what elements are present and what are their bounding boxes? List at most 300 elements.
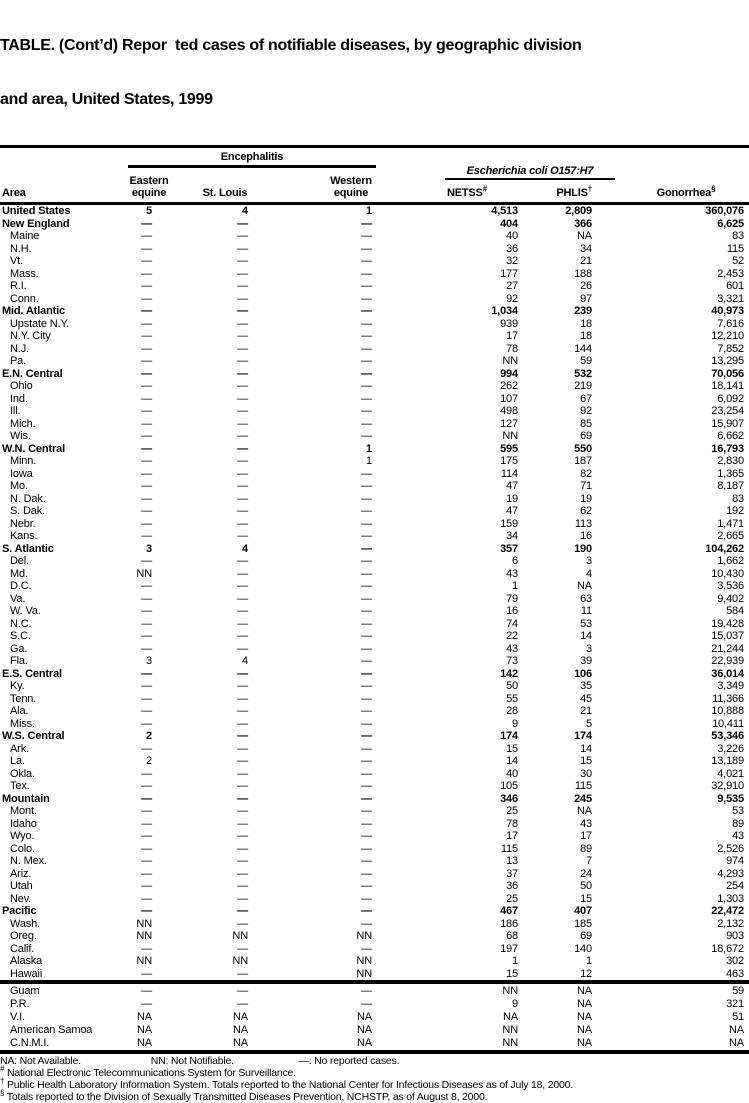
value-cell: — [237, 867, 248, 880]
value-cell: — [361, 692, 372, 705]
value-cell: — [237, 780, 248, 792]
value-cell: 19 [506, 492, 518, 505]
value-cell: — [141, 330, 152, 342]
value-cell: 498 [500, 405, 518, 417]
value-cell: 360,076 [705, 205, 744, 217]
value-cell: 6,625 [717, 217, 744, 230]
value-cell: — [141, 530, 152, 542]
table-row [0, 380, 749, 393]
legend-na: NA: Not Available. [0, 1055, 81, 1067]
area-cell: Okla. [10, 767, 35, 780]
table-row [0, 480, 749, 493]
value-cell: — [361, 855, 372, 867]
area-cell: Mo. [10, 480, 28, 492]
value-cell: — [237, 267, 248, 280]
value-cell: 9,402 [717, 592, 744, 605]
value-cell: 34 [580, 242, 592, 255]
value-cell: 190 [574, 542, 592, 555]
area-cell: Mich. [10, 417, 36, 430]
column-header-st-louis: St. Louis [202, 187, 248, 199]
value-cell: — [361, 867, 372, 880]
value-cell: 3,349 [717, 680, 744, 692]
area-cell: Ga. [10, 642, 28, 655]
value-cell: 1 [512, 955, 518, 967]
value-cell: 3 [146, 655, 152, 667]
table-row [0, 930, 749, 943]
value-cell: — [237, 280, 248, 292]
value-cell: — [237, 630, 248, 642]
value-cell: — [237, 455, 248, 467]
value-cell: — [141, 255, 152, 267]
value-cell: — [141, 442, 152, 455]
territories-table [0, 985, 749, 1050]
value-cell: 47 [506, 505, 518, 517]
table-row [0, 518, 749, 531]
area-cell: Fla. [10, 655, 28, 667]
value-cell: 9 [512, 998, 518, 1010]
value-cell: 5 [146, 205, 152, 217]
area-cell: Minn. [10, 455, 37, 467]
value-cell: 174 [574, 730, 592, 742]
area-cell: S.C. [10, 630, 31, 642]
value-cell: 53 [732, 805, 744, 817]
value-cell: 53 [580, 617, 592, 630]
value-cell: — [361, 642, 372, 655]
value-cell: 321 [726, 998, 744, 1010]
value-cell: — [141, 280, 152, 292]
value-cell: 82 [580, 467, 592, 480]
value-cell: — [361, 330, 372, 342]
table-row [0, 1037, 749, 1050]
value-cell: — [361, 430, 372, 442]
value-cell: — [141, 998, 152, 1010]
value-cell: NA [357, 1037, 372, 1049]
value-cell: — [361, 630, 372, 642]
value-cell: — [237, 817, 248, 830]
value-cell: 467 [500, 905, 518, 917]
value-cell: — [237, 667, 248, 680]
value-cell: — [141, 780, 152, 792]
value-cell: — [141, 817, 152, 830]
value-cell: 187 [574, 455, 592, 467]
area-cell: Ky. [10, 680, 25, 692]
value-cell: 22,472 [711, 905, 744, 917]
value-cell: 14 [506, 755, 518, 767]
value-cell: — [237, 880, 248, 892]
value-cell: 4 [242, 205, 248, 217]
value-cell: 13 [506, 855, 518, 867]
table-header [0, 148, 749, 202]
value-cell: — [237, 842, 248, 855]
footnote-text: National Electronic Telecommunications System for Surveillance. [6, 1067, 296, 1079]
column-header-gonorrhea [650, 184, 722, 199]
main-table-body [0, 205, 749, 980]
value-cell: — [141, 842, 152, 855]
table-row [0, 430, 749, 443]
value-cell: 18,141 [711, 380, 744, 392]
table-title-line2: and area, United States, 1999 [0, 91, 213, 108]
value-cell: 15 [580, 755, 592, 767]
value-cell: NA [233, 1037, 248, 1049]
value-cell: 15 [506, 742, 518, 755]
value-cell: 34 [506, 530, 518, 542]
value-cell: — [361, 767, 372, 780]
value-cell: 159 [500, 517, 518, 530]
value-cell: 404 [500, 217, 518, 230]
area-cell: Ark. [10, 742, 29, 755]
value-cell: 550 [574, 442, 592, 455]
value-cell: — [141, 642, 152, 655]
area-cell: V.I. [10, 1011, 25, 1023]
area-cell: E.S. Central [2, 667, 62, 680]
value-cell: — [237, 392, 248, 405]
value-cell: NA [577, 580, 592, 592]
value-cell: — [237, 380, 248, 392]
footnote-symbol: § [0, 1088, 5, 1098]
value-cell: — [237, 255, 248, 267]
value-cell: 23,254 [711, 405, 744, 417]
value-cell: — [141, 555, 152, 567]
footnote-symbol: # [0, 1064, 5, 1074]
value-cell: 186 [500, 917, 518, 930]
value-cell: — [141, 230, 152, 242]
value-cell: 239 [574, 305, 592, 317]
column-header-eastern-line2: equine [131, 187, 167, 199]
area-cell: Mass. [10, 267, 39, 280]
value-cell: 3 [146, 542, 152, 555]
value-cell: — [141, 455, 152, 467]
value-cell: — [141, 855, 152, 867]
value-cell: 601 [726, 280, 744, 292]
area-cell: W.S. Central [2, 730, 65, 742]
phlis-footnote-marker: † [587, 184, 592, 194]
area-cell: Conn. [10, 292, 39, 305]
value-cell: 43 [732, 830, 744, 842]
value-cell: 6,092 [717, 392, 744, 405]
value-cell: 1,471 [717, 517, 744, 530]
area-cell: Pacific [2, 905, 37, 917]
value-cell: 36 [506, 242, 518, 255]
value-cell: — [141, 617, 152, 630]
column-header-western-line2: equine [333, 187, 369, 199]
table-row [0, 768, 749, 781]
area-cell: Nev. [10, 892, 32, 905]
value-cell: 17 [506, 830, 518, 842]
value-cell: 127 [500, 417, 518, 430]
value-cell: NN [232, 955, 248, 967]
table-row [0, 818, 749, 831]
value-cell: 140 [574, 942, 592, 955]
value-cell: 43 [506, 567, 518, 580]
value-cell: NA [729, 1037, 744, 1049]
table-row [0, 880, 749, 893]
value-cell: — [361, 705, 372, 717]
value-cell: — [237, 705, 248, 717]
main-table [0, 205, 749, 980]
value-cell: — [237, 942, 248, 955]
value-cell: — [361, 667, 372, 680]
area-cell: Miss. [10, 717, 35, 730]
value-cell: — [141, 830, 152, 842]
value-cell: 12 [580, 967, 592, 980]
value-cell: — [237, 442, 248, 455]
area-cell: S. Atlantic [2, 542, 54, 555]
value-cell: 1 [586, 955, 592, 967]
value-cell: 463 [726, 967, 744, 980]
column-header-eastern-equine [116, 175, 182, 199]
value-cell: — [237, 492, 248, 505]
value-cell: NA [577, 1011, 592, 1023]
value-cell: — [361, 267, 372, 280]
gonorrhea-footnote-marker: § [711, 184, 716, 194]
value-cell: — [361, 942, 372, 955]
value-cell: — [237, 367, 248, 380]
table-row [0, 968, 749, 981]
value-cell: — [361, 985, 372, 997]
value-cell: 83 [732, 230, 744, 242]
table-row [0, 805, 749, 818]
table-row [0, 280, 749, 293]
value-cell: 185 [574, 917, 592, 930]
value-cell: 97 [580, 292, 592, 305]
value-cell: 22 [506, 630, 518, 642]
table-row [0, 1011, 749, 1024]
area-cell: Wyo. [10, 830, 35, 842]
value-cell: — [237, 517, 248, 530]
value-cell: 106 [574, 667, 592, 680]
value-cell: NA [577, 805, 592, 817]
table-row [0, 505, 749, 518]
value-cell: — [141, 805, 152, 817]
area-cell: Va. [10, 592, 26, 605]
value-cell: — [141, 742, 152, 755]
table-row [0, 368, 749, 381]
value-cell: — [141, 692, 152, 705]
value-cell: 107 [500, 392, 518, 405]
area-cell: Kans. [10, 530, 38, 542]
value-cell: NN [232, 930, 248, 942]
value-cell: 104,262 [705, 542, 744, 555]
value-cell: 89 [732, 817, 744, 830]
value-cell: 3 [586, 555, 592, 567]
value-cell: NA [577, 998, 592, 1010]
value-cell: NA [137, 1024, 152, 1036]
netss-footnote-marker: # [482, 184, 487, 194]
value-cell: 73 [506, 655, 518, 667]
value-cell: — [237, 242, 248, 255]
value-cell: — [361, 530, 372, 542]
gonorrhea-label: Gonorrhea [656, 187, 712, 199]
value-cell: 22,939 [711, 655, 744, 667]
value-cell: 15 [580, 892, 592, 905]
table-row [0, 605, 749, 618]
footnote-text: Public Health Laboratory Information System. Totals reported to the National Center for Infectious Diseases as of July 18, 2000. [6, 1079, 573, 1091]
value-cell: 16 [506, 605, 518, 617]
value-cell: — [361, 230, 372, 242]
value-cell: 40 [506, 230, 518, 242]
value-cell: — [361, 905, 372, 917]
value-cell: 1 [512, 580, 518, 592]
value-cell: — [237, 317, 248, 330]
value-cell: — [237, 580, 248, 592]
value-cell: 19 [580, 492, 592, 505]
value-cell: 4 [586, 567, 592, 580]
value-cell: 366 [574, 217, 592, 230]
value-cell: — [237, 355, 248, 367]
table-row [0, 780, 749, 793]
value-cell: — [141, 242, 152, 255]
value-cell: — [237, 480, 248, 492]
column-header-phlis [530, 184, 592, 199]
value-cell: — [237, 692, 248, 705]
area-cell: W. Va. [10, 605, 41, 617]
value-cell: — [237, 555, 248, 567]
value-cell: — [361, 892, 372, 905]
value-cell: — [361, 717, 372, 730]
value-cell: 1 [366, 455, 372, 467]
value-cell: — [237, 830, 248, 842]
value-cell: — [237, 717, 248, 730]
value-cell: — [237, 917, 248, 930]
area-cell: La. [10, 755, 25, 767]
value-cell: 1 [366, 442, 372, 455]
column-header-netss [447, 184, 487, 199]
area-cell: N.J. [10, 342, 29, 355]
value-cell: — [361, 317, 372, 330]
value-cell: 47 [506, 480, 518, 492]
table-row [0, 643, 749, 656]
value-cell: — [141, 480, 152, 492]
value-cell: — [141, 367, 152, 380]
value-cell: 24 [580, 867, 592, 880]
value-cell: — [361, 480, 372, 492]
value-cell: 115 [500, 842, 518, 855]
table-row [0, 293, 749, 306]
area-cell: Upstate N.Y. [10, 317, 70, 330]
value-cell: 78 [506, 342, 518, 355]
value-cell: 974 [726, 855, 744, 867]
value-cell: — [361, 542, 372, 555]
value-cell: — [141, 667, 152, 680]
area-cell: Tenn. [10, 692, 37, 705]
value-cell: NA [577, 1037, 592, 1049]
value-cell: 35 [580, 680, 592, 692]
column-header-area: Area [2, 187, 26, 199]
table-row [0, 443, 749, 456]
value-cell: — [361, 242, 372, 255]
value-cell: — [141, 492, 152, 505]
value-cell: — [141, 317, 152, 330]
value-cell: 9 [512, 717, 518, 730]
value-cell: 13,189 [711, 755, 744, 767]
value-cell: — [237, 617, 248, 630]
value-cell: 69 [580, 930, 592, 942]
value-cell: 188 [574, 267, 592, 280]
value-cell: — [141, 342, 152, 355]
value-cell: 25 [506, 805, 518, 817]
footnote-gonorrhea [0, 1088, 749, 1103]
value-cell: — [141, 630, 152, 642]
value-cell: — [361, 817, 372, 830]
value-cell: 1,303 [717, 892, 744, 905]
value-cell: — [141, 592, 152, 605]
value-cell: 262 [500, 380, 518, 392]
value-cell: 16 [580, 530, 592, 542]
value-cell: — [237, 730, 248, 742]
area-cell: Calif. [10, 942, 35, 955]
value-cell: 3,226 [717, 742, 744, 755]
area-cell: P.R. [10, 998, 30, 1010]
value-cell: NN [502, 1037, 518, 1049]
value-cell: 69 [580, 430, 592, 442]
value-cell: 6 [512, 555, 518, 567]
area-cell: Oreg. [10, 930, 37, 942]
value-cell: — [141, 892, 152, 905]
value-cell: 18 [580, 317, 592, 330]
value-cell: — [237, 430, 248, 442]
value-cell: 115 [726, 242, 744, 255]
table-row [0, 343, 749, 356]
column-header-western-line1: Western [330, 175, 372, 187]
value-cell: 14 [580, 630, 592, 642]
value-cell: 174 [500, 730, 518, 742]
table-row [0, 943, 749, 956]
value-cell: NN [356, 967, 372, 980]
table-row [0, 568, 749, 581]
table-row [0, 330, 749, 343]
value-cell: NN [136, 930, 152, 942]
value-cell: NA [577, 985, 592, 997]
table-row [0, 355, 749, 368]
table-row [0, 693, 749, 706]
value-cell: NN [502, 430, 518, 442]
area-cell: W.N. Central [2, 442, 65, 455]
value-cell: — [361, 417, 372, 430]
value-cell: — [237, 530, 248, 542]
value-cell: 13,295 [711, 355, 744, 367]
value-cell: — [361, 292, 372, 305]
table-row [0, 243, 749, 256]
area-cell: Mid. Atlantic [2, 305, 66, 317]
legend-line [0, 1055, 749, 1067]
value-cell: 4,021 [717, 767, 744, 780]
value-cell: NA [357, 1011, 372, 1023]
value-cell: 2,809 [565, 205, 592, 217]
value-cell: 346 [500, 792, 518, 805]
netss-label: NETSS [447, 187, 483, 199]
area-cell: N. Mex. [10, 855, 47, 867]
value-cell: — [237, 855, 248, 867]
area-cell: American Samoa [10, 1024, 93, 1036]
area-cell: Mountain [2, 792, 50, 805]
table-row [0, 868, 749, 881]
value-cell: NN [356, 955, 372, 967]
value-cell: 10,430 [711, 567, 744, 580]
value-cell: — [237, 292, 248, 305]
area-cell: Ill. [10, 405, 21, 417]
value-cell: NA [577, 230, 592, 242]
area-cell: Ariz. [10, 867, 32, 880]
value-cell: — [237, 405, 248, 417]
value-cell: — [237, 767, 248, 780]
value-cell: 175 [500, 455, 518, 467]
table-row [0, 468, 749, 481]
value-cell: NA [137, 1011, 152, 1023]
table-row [0, 705, 749, 718]
value-cell: — [237, 605, 248, 617]
value-cell: 144 [574, 342, 592, 355]
value-cell: 3 [586, 642, 592, 655]
